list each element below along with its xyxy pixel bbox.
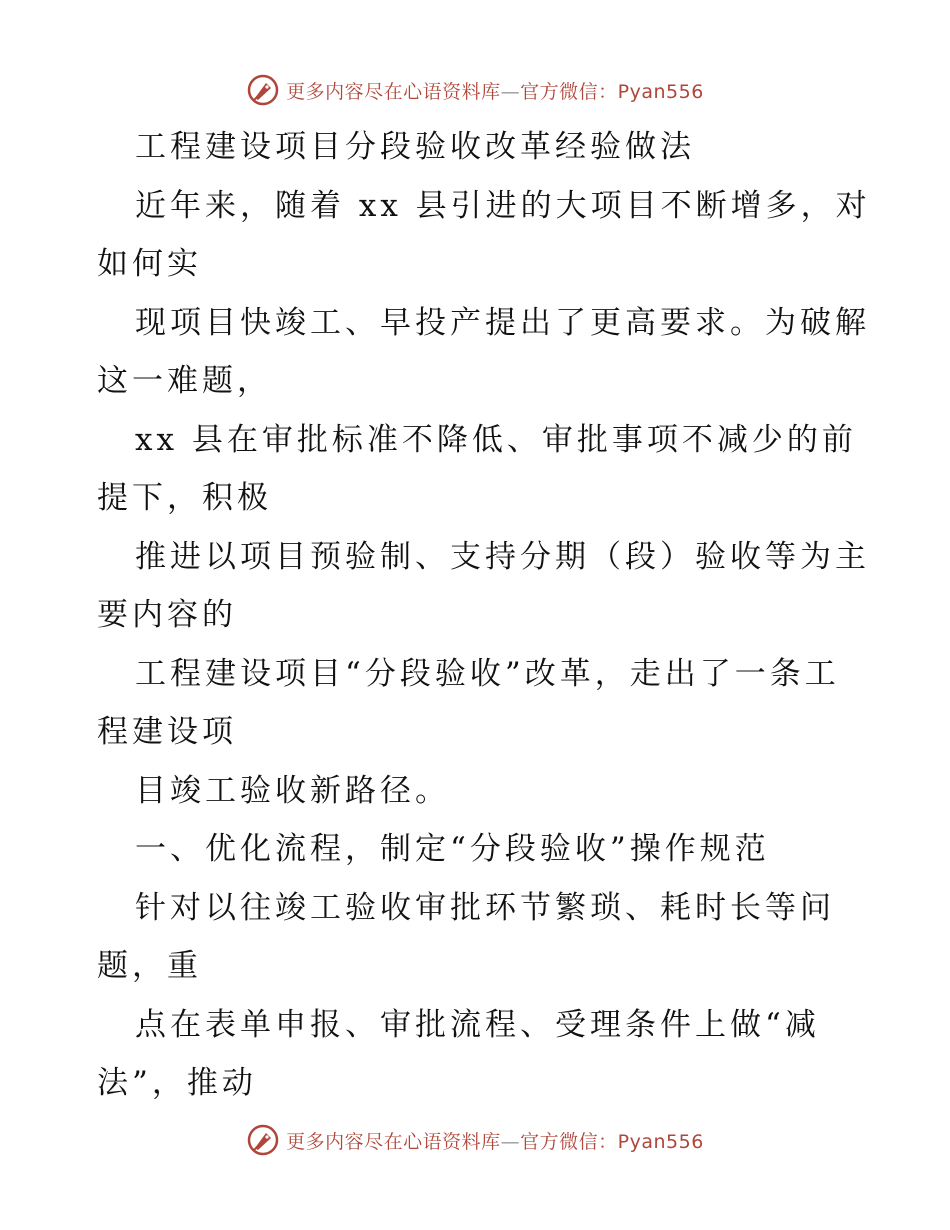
paragraph-line: 法”，推动 (97, 1065, 257, 1101)
header-separator: — (500, 80, 521, 103)
footer-contact-text: 官方微信：Pyan556 (520, 1130, 704, 1153)
paragraph-line: 近年来，随着 xx 县引进的大项目不断增多，对 (135, 187, 871, 224)
document-title: 工程建设项目分段验收改革经验做法 (135, 129, 695, 165)
footer-watermark-banner (0, 1120, 950, 1160)
paragraph-line: 针对以往竣工验收审批环节繁琐、耗时长等问 (135, 889, 835, 926)
header-banner-text (286, 77, 704, 104)
paragraph-line: 目竣工验收新路径。 (135, 772, 450, 809)
paragraph-line: 提下，积极 (97, 480, 272, 516)
header-brand-text: 更多内容尽在心语资料库 (286, 80, 501, 103)
paragraph-line: xx 县在审批标准不降低、审批事项不减少的前 (135, 421, 857, 458)
footer-brand-text: 更多内容尽在心语资料库 (286, 1130, 501, 1153)
paragraph-line: 点在表单申报、审批流程、受理条件上做“减 (135, 1006, 820, 1043)
header-watermark-banner (0, 70, 950, 110)
header-contact-text: 官方微信：Pyan556 (520, 80, 704, 103)
paragraph-line: 如何实 (97, 246, 202, 282)
paragraph-line: 推进以项目预验制、支持分期（段）验收等为主 (135, 538, 870, 575)
pen-nib-logo-icon (246, 73, 280, 107)
paragraph-line: 要内容的 (97, 597, 237, 633)
paragraph-line: 工程建设项目“分段验收”改革，走出了一条工 (135, 655, 840, 692)
paragraph-line: 这一难题， (97, 363, 272, 399)
footer-banner-text (286, 1127, 704, 1154)
footer-separator: — (500, 1130, 521, 1153)
pen-nib-logo-icon (246, 1123, 280, 1157)
paragraph-line: 程建设项 (97, 714, 237, 750)
paragraph-line: 题，重 (97, 948, 202, 984)
paragraph-line: 一、优化流程，制定“分段验收”操作规范 (135, 831, 770, 867)
paragraph-line: 现项目快竣工、早投产提出了更高要求。为破解 (135, 304, 870, 341)
document-body (97, 118, 871, 1113)
